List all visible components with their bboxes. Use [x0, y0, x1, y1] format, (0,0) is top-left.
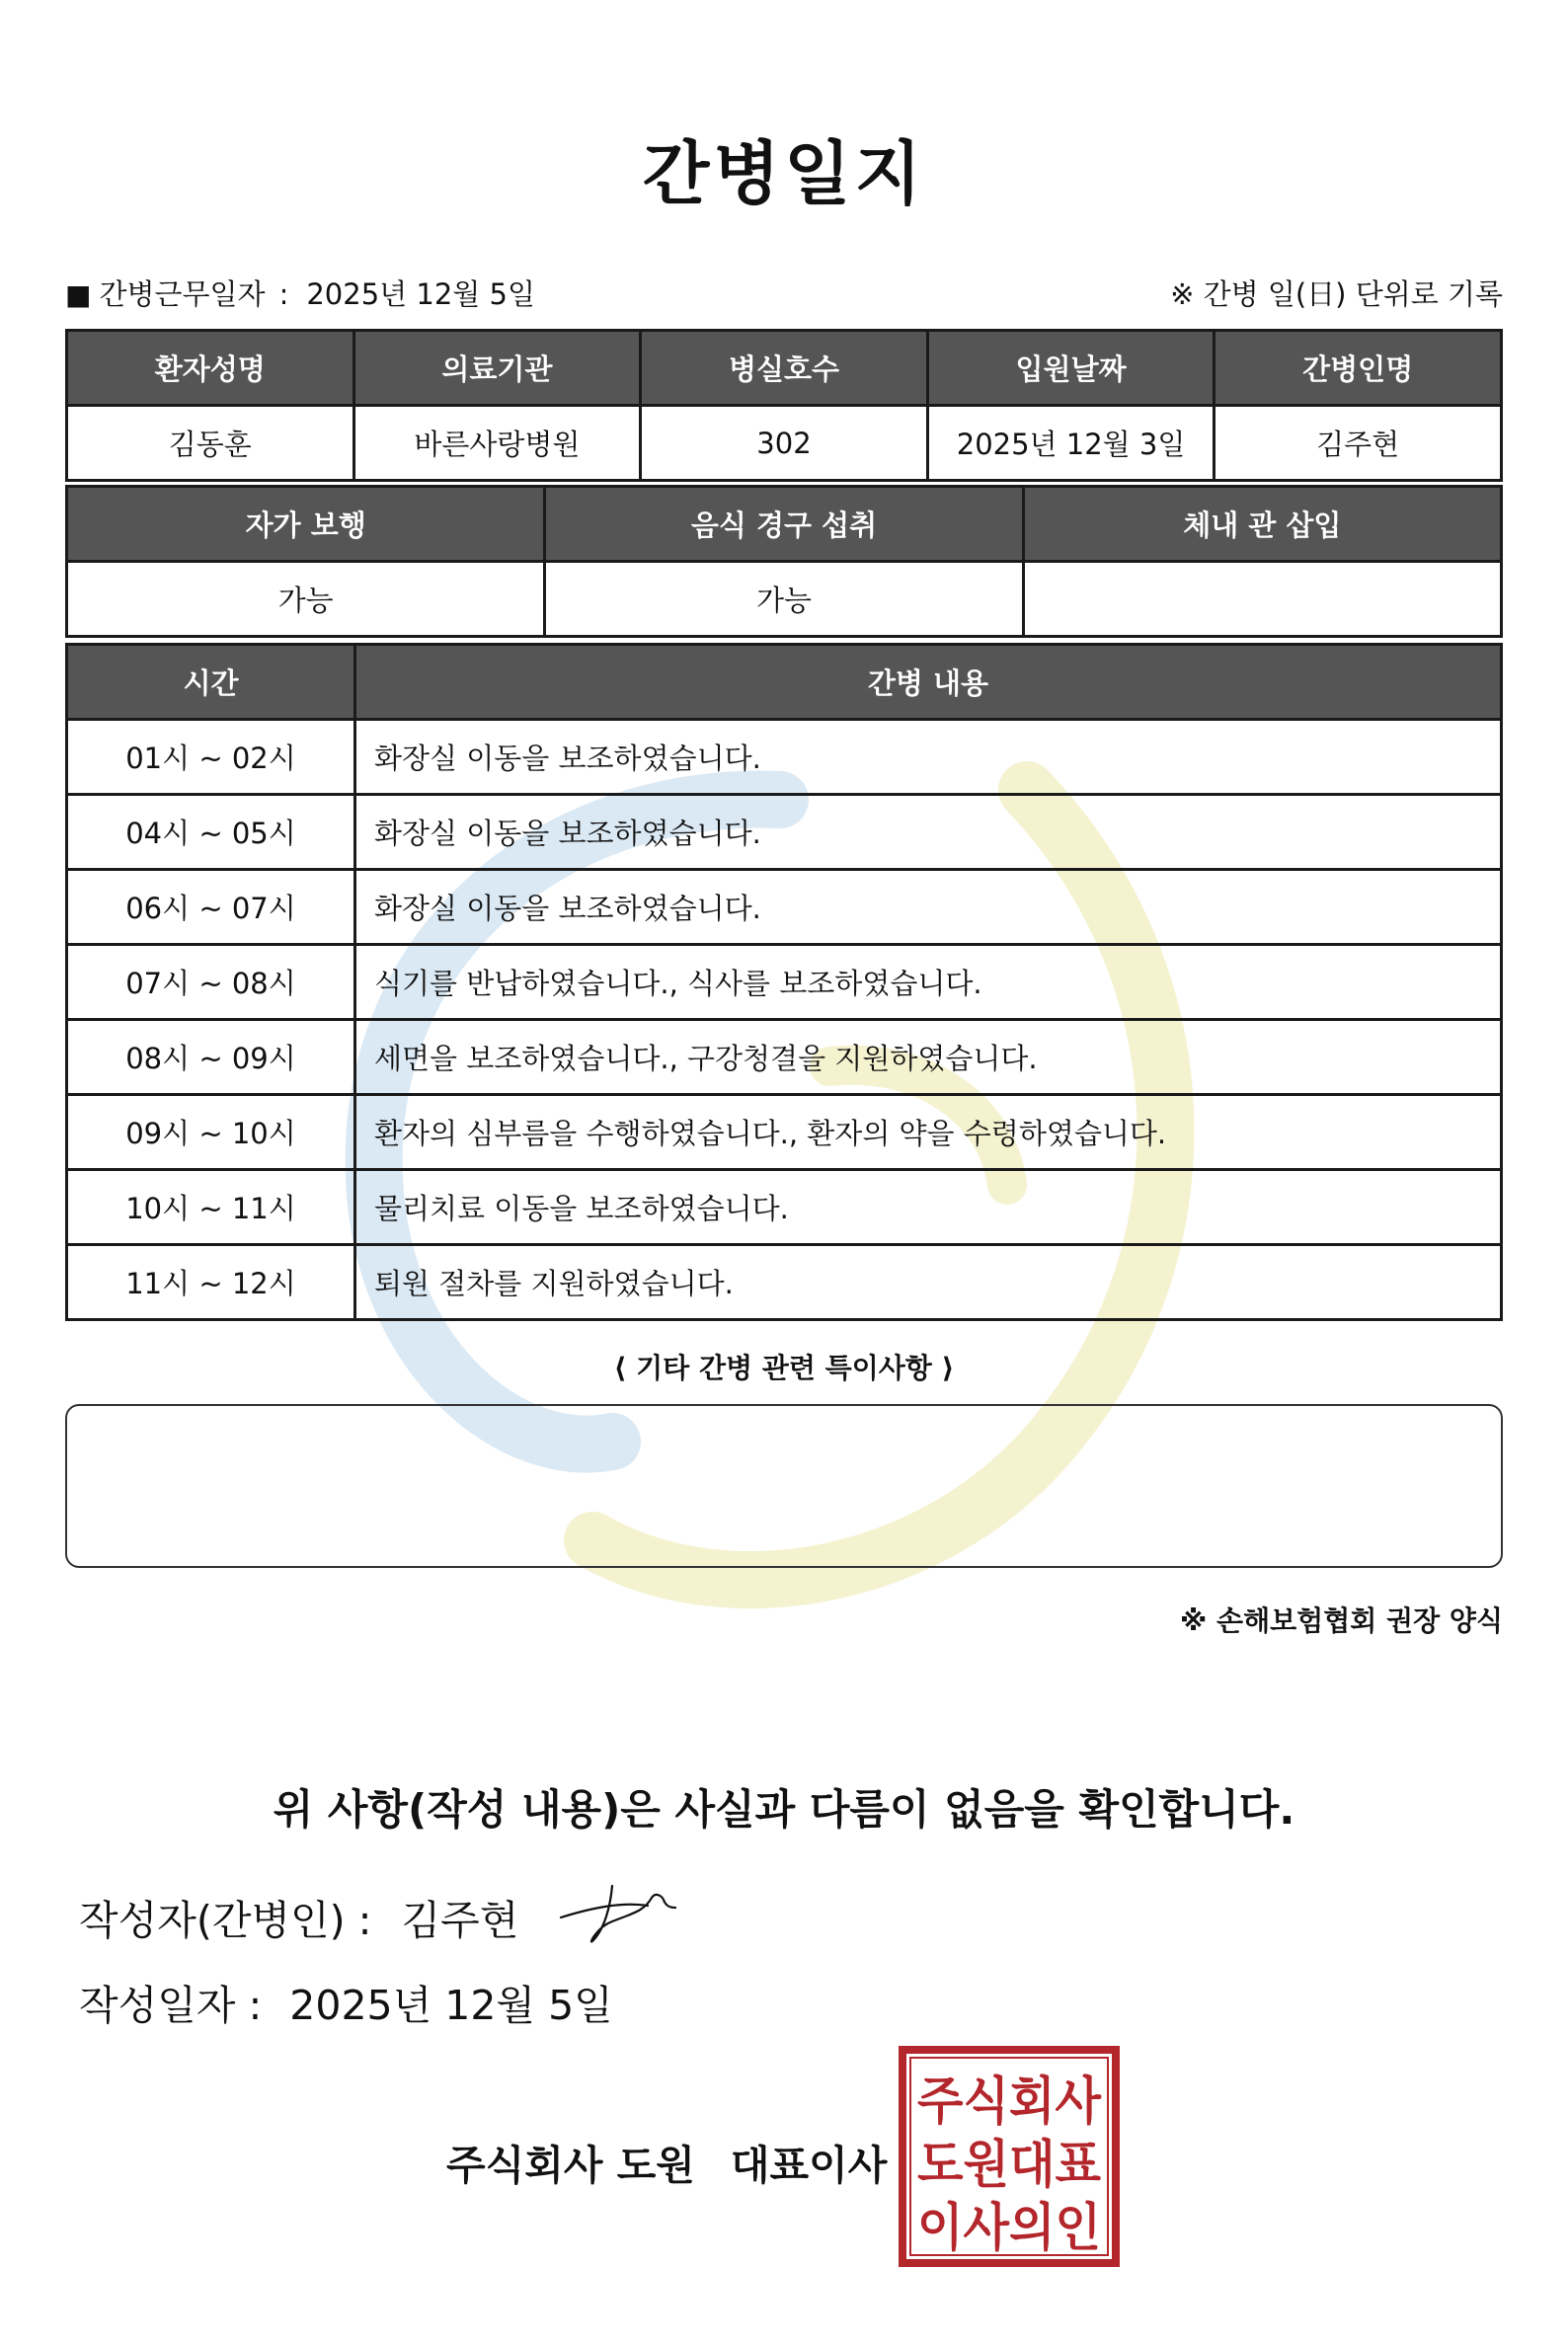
company-seal — [897, 2044, 1122, 2269]
remarks-title: ⟨ 기타 간병 관련 특이사항 ⟩ — [613, 1352, 955, 1384]
header-tube-insertion: 체내 관 삽입 — [1023, 487, 1501, 562]
care-content: 화장실 이동을 보조하였습니다. — [355, 870, 1502, 945]
written-date-line — [79, 1973, 613, 2031]
status-value-row — [67, 562, 1502, 637]
document-title: 간병일지 — [642, 133, 926, 214]
status-header-row — [67, 487, 1502, 562]
self-walking-value: 가능 — [67, 562, 545, 637]
svg-text:도원대표: 도원대표 — [917, 2136, 1101, 2195]
care-time: 11시 ~ 12시 — [67, 1245, 355, 1320]
care-content: 식기를 반납하였습니다., 식사를 보조하였습니다. — [355, 945, 1502, 1020]
hospital-name: 바른사랑병원 — [353, 406, 641, 481]
room-number: 302 — [641, 406, 928, 481]
svg-text:이사의인: 이사의인 — [917, 2199, 1101, 2258]
company-title: 대표이사 — [730, 2142, 888, 2189]
header-time: 시간 — [67, 645, 355, 720]
header-oral-intake: 음식 경구 섭취 — [545, 487, 1023, 562]
admission-date: 2025년 12월 3일 — [927, 406, 1215, 481]
header-care-content: 간병 내용 — [355, 645, 1502, 720]
care-content: 세면을 보조하였습니다., 구강청결을 지원하였습니다. — [355, 1020, 1502, 1095]
care-log-header-row — [67, 645, 1502, 720]
care-time: 07시 ~ 08시 — [67, 945, 355, 1020]
header-admission-date: 입원날짜 — [927, 331, 1215, 406]
written-date-value: 2025년 12월 5일 — [289, 1982, 613, 2029]
table-row — [67, 1170, 1502, 1245]
care-time: 01시 ~ 02시 — [67, 720, 355, 795]
patient-header-row — [67, 331, 1502, 406]
writer-line — [79, 1888, 518, 1946]
square-bullet-icon: ■ — [65, 278, 92, 311]
table-row — [67, 720, 1502, 795]
care-content: 퇴원 절차를 지원하였습니다. — [355, 1245, 1502, 1320]
patient-status-table — [65, 485, 1503, 638]
care-content: 환자의 심부름을 수행하였습니다., 환자의 약을 수령하였습니다. — [355, 1095, 1502, 1170]
patient-value-row — [67, 406, 1502, 481]
remarks-box — [65, 1404, 1503, 1568]
confirmation-statement: 위 사항(작성 내용)은 사실과 다름이 없음을 확인합니다. — [273, 1785, 1295, 1834]
table-row — [67, 945, 1502, 1020]
header-caregiver-name: 간병인명 — [1215, 331, 1502, 406]
signature-image — [553, 1878, 681, 1949]
unit-note: ※ 간병 일(日) 단위로 기록 — [1170, 277, 1503, 311]
written-date-label: 작성일자 : — [79, 1982, 263, 2029]
care-time: 06시 ~ 07시 — [67, 870, 355, 945]
patient-name: 김동훈 — [67, 406, 354, 481]
care-time: 10시 ~ 11시 — [67, 1170, 355, 1245]
care-time: 08시 ~ 09시 — [67, 1020, 355, 1095]
header-self-walking: 자가 보행 — [67, 487, 545, 562]
care-content: 화장실 이동을 보조하였습니다. — [355, 795, 1502, 870]
company-name: 주식회사 도원 — [446, 2142, 695, 2189]
form-note: ※ 손해보험협회 권장 양식 — [1180, 1604, 1503, 1637]
care-time: 09시 ~ 10시 — [67, 1095, 355, 1170]
work-date-label: 간병근무일자 — [99, 277, 266, 311]
header-patient-name: 환자성명 — [67, 331, 354, 406]
header-room-number: 병실호수 — [641, 331, 928, 406]
work-date-value: 2025년 12월 5일 — [306, 277, 535, 311]
caregiver-name: 김주현 — [1215, 406, 1502, 481]
svg-text:주식회사: 주식회사 — [917, 2072, 1102, 2132]
header-hospital: 의료기관 — [353, 331, 641, 406]
work-date-line — [65, 273, 535, 313]
care-time: 04시 ~ 05시 — [67, 795, 355, 870]
patient-info-table — [65, 329, 1503, 482]
table-row — [67, 1020, 1502, 1095]
care-content: 물리치료 이동을 보조하였습니다. — [355, 1170, 1502, 1245]
table-row — [67, 1245, 1502, 1320]
work-date-separator: : — [278, 277, 289, 311]
table-row — [67, 870, 1502, 945]
table-row — [67, 1095, 1502, 1170]
writer-label: 작성자(간병인) : — [79, 1897, 372, 1944]
company-line — [446, 2133, 887, 2191]
care-content: 화장실 이동을 보조하였습니다. — [355, 720, 1502, 795]
tube-insertion-value — [1023, 562, 1501, 637]
oral-intake-value: 가능 — [545, 562, 1023, 637]
table-row — [67, 795, 1502, 870]
writer-name: 김주현 — [401, 1897, 519, 1944]
care-log-table — [65, 643, 1503, 1321]
